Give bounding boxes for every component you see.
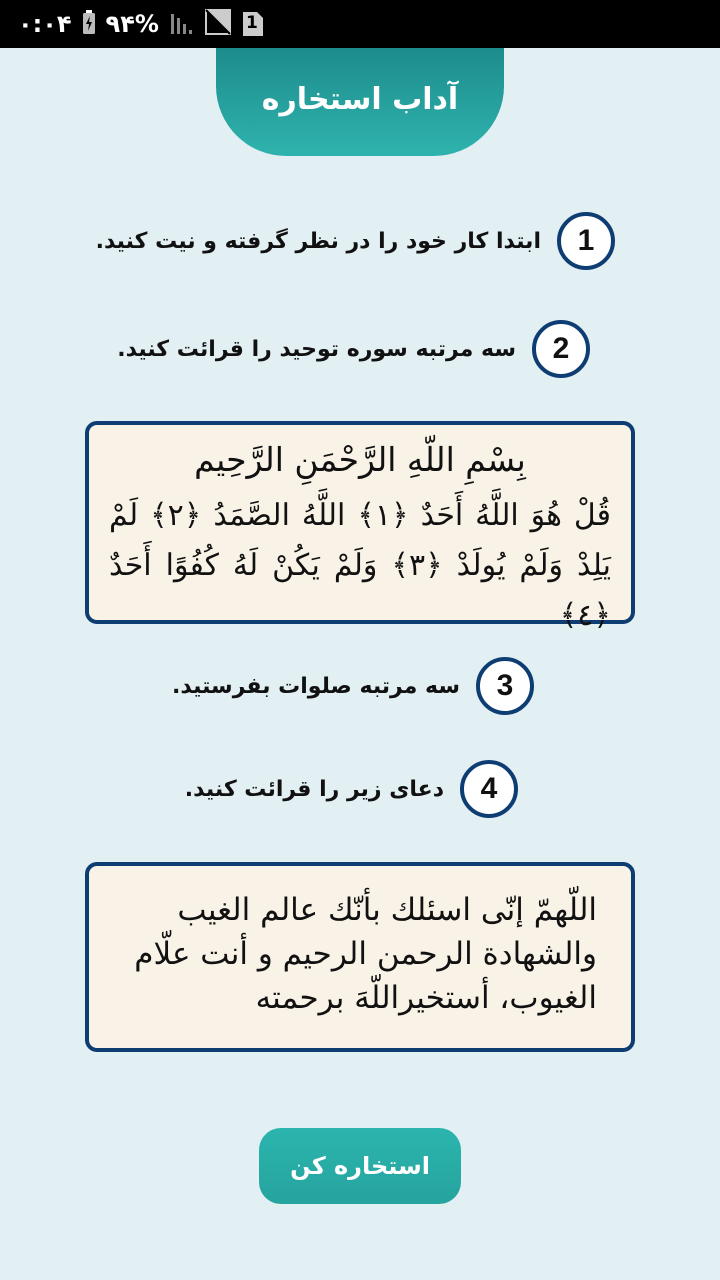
surah-tawhid-box	[85, 421, 635, 633]
step-2	[117, 320, 590, 378]
header-tab	[216, 48, 504, 156]
step-1	[96, 212, 615, 270]
sim-slot-number: 1	[245, 13, 258, 33]
step-number-3: 3	[476, 657, 534, 715]
step-number-1: 1	[557, 212, 615, 270]
dua-box	[85, 862, 635, 1052]
sim-slot-icon	[241, 12, 263, 36]
page-title: آداب استخاره	[261, 81, 459, 117]
step-text-4: دعای زیر را قرائت کنید.	[184, 776, 444, 802]
step-text-3: سه مرتبه صلوات بفرستید.	[172, 673, 460, 699]
step-4	[185, 760, 518, 818]
status-bar-left	[18, 8, 263, 40]
step-text-2: سه مرتبه سوره توحید را قرائت کنید.	[117, 336, 516, 362]
step-text-1: ابتدا کار خود را در نظر گرفته و نیت کنید.	[95, 228, 541, 254]
signal-icon	[169, 10, 195, 38]
dua-text: اللّهمّ إنّی اسئلك بأنّك عالم الغيب والشهادة الرحمن الرحيم و أنت علّام الغيوب، أستخيراللّهَ برحمته	[134, 892, 597, 1016]
step-3	[172, 657, 534, 715]
istikhare-button[interactable]: استخاره کن	[259, 1128, 461, 1204]
battery-percent: ۹۴%	[105, 10, 159, 38]
status-time: ۰:۰۴	[18, 10, 72, 38]
battery-charging-icon	[82, 10, 96, 38]
status-bar	[0, 0, 720, 48]
basmala-text: بِسْمِ اللّهِ الرَّحْمَنِ الرَّحِيم	[194, 440, 526, 479]
no-sim-icon	[205, 9, 231, 39]
surah-tawhid-text: قُلْ هُوَ اللَّهُ أَحَدٌ ﴿١﴾ اللَّهُ الصَّمَدُ ﴿٢﴾ لَمْ يَلِدْ وَلَمْ يُولَدْ ﴿٣﴾ وَلَمْ يَكُنْ لَهُ كُفُوًا أَحَدٌ ﴿٤﴾	[109, 498, 612, 633]
step-number-4: 4	[460, 760, 518, 818]
step-number-2: 2	[532, 320, 590, 378]
